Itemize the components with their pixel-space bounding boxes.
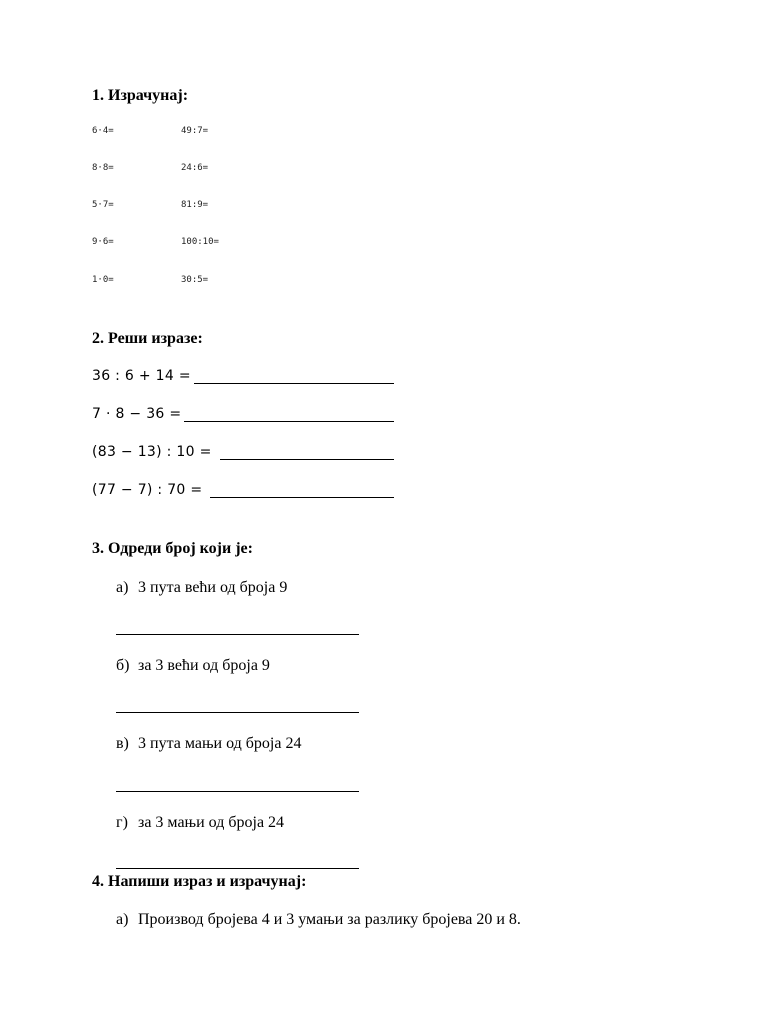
calc-left-1: 6·4= (92, 126, 114, 136)
section-1-title: 1. Израчунај: (92, 87, 189, 104)
section-2-title: 2. Реши изразе: (92, 330, 203, 347)
calc-right-3: 81:9= (181, 200, 209, 210)
list-item (116, 657, 270, 675)
calc-right-4: 100:10= (181, 237, 219, 247)
item-label: в) (116, 735, 129, 752)
calc-right-5: 30:5= (181, 275, 209, 285)
calc-left-4: 9·6= (92, 237, 114, 247)
expression-text: (83 − 13) : 10 = (92, 444, 212, 460)
item-text: 3 пута мањи од броја 24 (138, 735, 302, 752)
expression-row (92, 478, 394, 498)
answer-line[interactable] (210, 483, 394, 498)
section-3-title: 3. Одреди број који је: (92, 540, 253, 557)
calc-left-5: 1·0= (92, 275, 114, 285)
calc-left-2: 8·8= (92, 163, 114, 173)
list-item (116, 911, 521, 929)
item-label: а) (116, 579, 129, 596)
expression-text: 7 · 8 − 36 = (92, 406, 182, 422)
answer-line[interactable] (116, 868, 359, 869)
answer-line[interactable] (194, 369, 394, 384)
item-text: 3 пута већи од броја 9 (138, 579, 288, 596)
list-item (116, 579, 287, 597)
answer-line[interactable] (116, 634, 359, 635)
list-item (116, 814, 284, 832)
expression-row (92, 440, 394, 460)
list-item (116, 735, 301, 753)
item-label: а) (116, 911, 129, 928)
answer-line[interactable] (116, 712, 359, 713)
section-4-title: 4. Напиши израз и израчунај: (92, 873, 307, 890)
item-text: за 3 мањи од броја 24 (138, 814, 285, 831)
answer-line[interactable] (184, 407, 394, 422)
expression-row (92, 364, 394, 384)
item-text: за 3 већи од броја 9 (138, 657, 270, 674)
answer-line[interactable] (220, 445, 394, 460)
expression-row (92, 402, 394, 422)
answer-line[interactable] (116, 791, 359, 792)
calc-right-1: 49:7= (181, 126, 209, 136)
calc-right-2: 24:6= (181, 163, 209, 173)
item-text: Производ бројева 4 и 3 умањи за разлику бројева 20 и 8. (138, 911, 521, 928)
expression-text: 36 : 6 + 14 = (92, 368, 191, 384)
item-label: г) (116, 814, 128, 831)
item-label: б) (116, 657, 130, 674)
calc-left-3: 5·7= (92, 200, 114, 210)
expression-text: (77 − 7) : 70 = (92, 482, 203, 498)
